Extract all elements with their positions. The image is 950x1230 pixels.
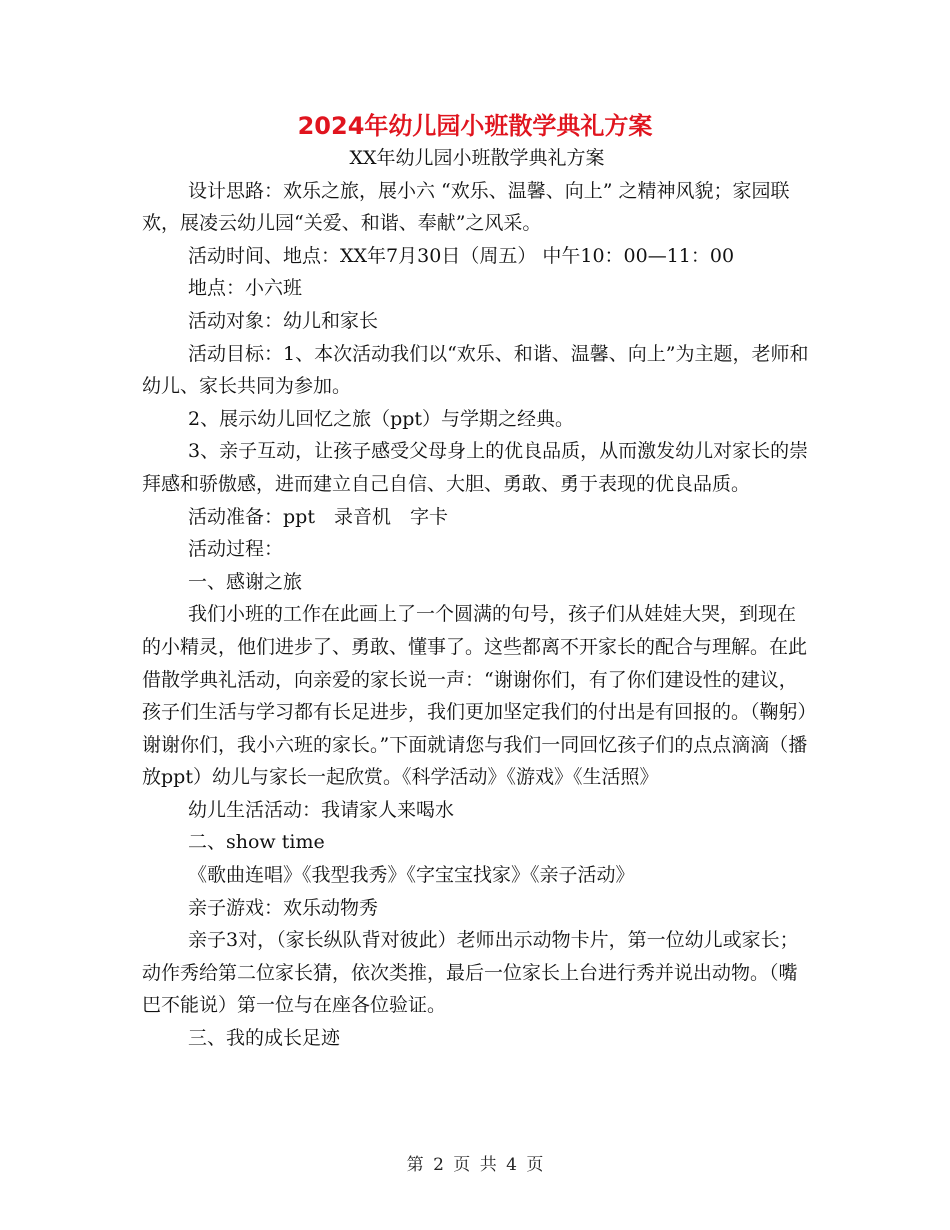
paragraph-preparation: 活动准备：ppt 录音机 字卡 (188, 505, 448, 528)
paragraph-parent-child-game: 亲子游戏：欢乐动物秀 (188, 896, 379, 919)
paragraph-audience: 活动对象：幼儿和家长 (188, 309, 379, 332)
paragraph-location: 地点：小六班 (188, 277, 303, 300)
paragraph-process: 活动过程： (188, 538, 284, 561)
paragraph-life-activity: 幼儿生活活动：我请家人来喝水 (188, 798, 455, 821)
paragraph-goal-3: 3、亲子互动，让孩子感受父母身上的优良品质，从而激发幼儿对家长的崇拜感和骄傲感，进而建立自己自信、大胆、勇敢、勇于表现的优良品质。 (142, 440, 809, 495)
paragraph-design-idea: 设计思路：欢乐之旅，展小六 “欢乐、温馨、向上” 之精神风貌；家园联欢，展凌云幼儿园“关爱、和谐、奉献”之风采。 (142, 179, 790, 235)
paragraph-goal-2: 2、展示幼儿回忆之旅（ppt）与学期之经典。 (188, 407, 575, 430)
document-title: 2024年幼儿园小班散学典礼方案 (297, 112, 653, 140)
paragraph-time-place: 活动时间、地点：XX年7月30日（周五） 中午10：00—11：00 (188, 244, 735, 267)
paragraph-programs: 《歌曲连唱》《我型我秀》《字宝宝找家》《亲子活动》 (188, 864, 635, 887)
paragraph-thanks-body: 我们小班的工作在此画上了一个圆满的句号，孩子们从娃娃大哭，到现在的小精灵，他们进步了、勇敢、懂事了。这些都离不开家长的配合与理解。在此借散学典礼活动，向亲爱的家长说一声：“谢谢你们，有了你们建设性的建议，孩子们生活与学习都有长足进步，我们更加坚定我们的付出是有回报的。（鞠躬）谢谢你们，我小六班的家长。”下面就请您与我们一同回忆孩子们的点点滴滴（播放ppt）幼儿与家长一起欣赏。《科学活动》《游戏》《生活照》 (142, 603, 808, 789)
document-subtitle: XX年幼儿园小班散学典礼方案 (349, 147, 605, 169)
paragraph-goal-1: 活动目标：1、本次活动我们以“欢乐、和谐、温馨、向上”为主题，老师和幼儿、家长共同为参加。 (142, 342, 809, 398)
section-heading-show-time: 二、show time (188, 831, 325, 854)
document-body (142, 142, 812, 1055)
paragraph-game-rules: 亲子3对，（家长纵队背对彼此）老师出示动物卡片，第一位幼儿或家长；动作秀给第二位家长猜，依次类推，最后一位家长上台进行秀并说出动物。（嘴巴不能说）第一位与在座各位验证。 (142, 929, 799, 1017)
section-heading-growth: 三、我的成长足迹 (188, 1027, 341, 1050)
section-heading-thanks: 一、感谢之旅 (188, 570, 303, 593)
page-number: 第 2 页 共 4 页 (406, 1155, 544, 1175)
